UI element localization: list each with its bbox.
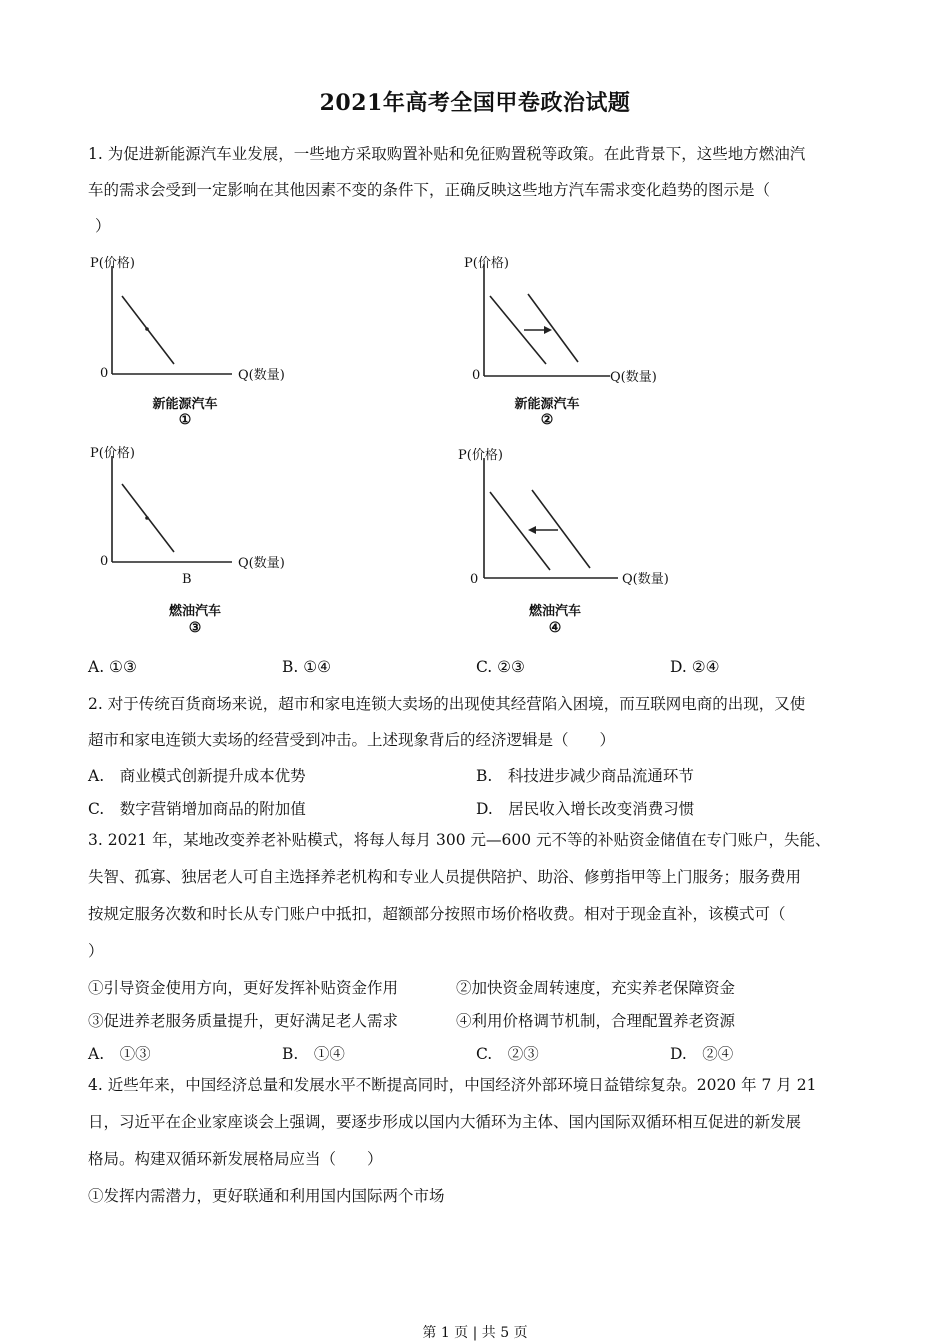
graph-2-number: ② (540, 412, 554, 428)
graph-3-caption: 燃油汽车 (168, 604, 221, 619)
q4-line-2: 日，习近平在企业家座谈会上强调，要逐步形成以国内大循环为主体、国内国际双循环相互促进的新发展 (88, 1113, 802, 1131)
graph-1 (90, 250, 310, 390)
graph-3-extra-label: B (182, 572, 192, 587)
q1-option-c[interactable]: C. ②③ (476, 658, 525, 676)
q3-item-4: ④利用价格调节机制，合理配置养老资源 (456, 1012, 736, 1030)
q2-option-b[interactable]: B. 科技进步减少商品流通环节 (476, 767, 694, 785)
graph-2 (460, 250, 680, 390)
graph-2-origin: 0 (472, 368, 481, 383)
q3-option-c[interactable]: C. ②③ (476, 1045, 539, 1063)
q3-line-4: ） (88, 942, 104, 960)
q4-line-1: 4. 近些年来，中国经济总量和发展水平不断提高同时，中国经济外部环境日益错综复杂。2020 年 7 月 21 (88, 1076, 817, 1094)
graph-1-xlabel: Q(数量) (238, 368, 285, 383)
q3-item-2: ②加快资金周转速度，充实养老保障资金 (456, 979, 736, 997)
q3-option-b[interactable]: B. ①④ (282, 1045, 345, 1063)
graph-4-number: ④ (548, 620, 562, 636)
graph-3-origin: 0 (100, 554, 109, 569)
graph-4 (454, 440, 684, 590)
graph-3-number: ③ (188, 620, 202, 636)
q3-item-1: ①引导资金使用方向，更好发挥补贴资金作用 (88, 979, 399, 997)
graph-3 (90, 440, 310, 587)
graph-2-caption: 新能源汽车 (514, 397, 580, 412)
q1-option-d[interactable]: D. ②④ (670, 658, 720, 676)
q3-option-d[interactable]: D. ②④ (670, 1045, 734, 1063)
graph-4-origin: 0 (470, 572, 479, 587)
q4-item-1: ①发挥内需潜力，更好联通和利用国内国际两个市场 (88, 1187, 445, 1205)
graph-1-ylabel: P(价格) (90, 256, 135, 271)
graph-4-ylabel: P(价格) (458, 448, 503, 463)
graph-4-caption: 燃油汽车 (528, 604, 581, 619)
q3-line-2: 失智、孤寡、独居老人可自主选择养老机构和专业人员提供陪护、助浴、修剪指甲等上门服务；服务费用 (88, 868, 802, 886)
q3-line-1: 3. 2021 年，某地改变养老补贴模式，将每人每月 300 元—600 元不等的补贴资金储值在专门账户，失能、 (88, 831, 831, 849)
q3-line-3: 按规定服务次数和时长从专门账户中抵扣，超额部分按照市场价格收费。相对于现金直补，该模式可（ (88, 905, 786, 923)
q1-line-3: ） (95, 217, 111, 235)
graph-4-xlabel: Q(数量) (622, 572, 669, 587)
q4-line-3: 格局。构建双循环新发展格局应当（ ） (88, 1150, 383, 1168)
graph-1-caption: 新能源汽车 (152, 397, 218, 412)
q2-line-2: 超市和家电连锁大卖场的经营受到冲击。上述现象背后的经济逻辑是（ ） (88, 731, 616, 749)
q2-option-d[interactable]: D. 居民收入增长改变消费习惯 (476, 800, 695, 818)
q3-item-3: ③促进养老服务质量提升，更好满足老人需求 (88, 1012, 399, 1030)
q1-line-1: 1. 为促进新能源汽车业发展，一些地方采取购置补贴和免征购置税等政策。在此背景下，这些地方燃油汽 (88, 145, 806, 163)
q1-option-a[interactable]: A. ①③ (88, 658, 137, 676)
q1-option-b[interactable]: B. ①④ (282, 658, 332, 676)
q2-line-1: 2. 对于传统百货商场来说，超市和家电连锁大卖场的出现使其经营陷入困境，而互联网电商的出现，又使 (88, 695, 806, 713)
page-footer: 第 1 页 | 共 5 页 (422, 1325, 528, 1341)
graph-2-xlabel: Q(数量) (610, 370, 657, 385)
q2-option-c[interactable]: C. 数字营销增加商品的附加值 (88, 800, 306, 818)
page-title: 2021年高考全国甲卷政治试题 (319, 90, 631, 116)
graph-3-xlabel: Q(数量) (238, 556, 285, 571)
q1-line-2: 车的需求会受到一定影响在其他因素不变的条件下，正确反映这些地方汽车需求变化趋势的图示是（ (88, 181, 771, 199)
graph-3-ylabel: P(价格) (90, 446, 135, 461)
q2-option-a[interactable]: A. 商业模式创新提升成本优势 (88, 767, 306, 785)
graph-2-ylabel: P(价格) (464, 256, 509, 271)
graph-1-number: ① (178, 412, 192, 428)
graph-1-origin: 0 (100, 366, 109, 381)
q3-option-a[interactable]: A. ①③ (88, 1045, 151, 1063)
